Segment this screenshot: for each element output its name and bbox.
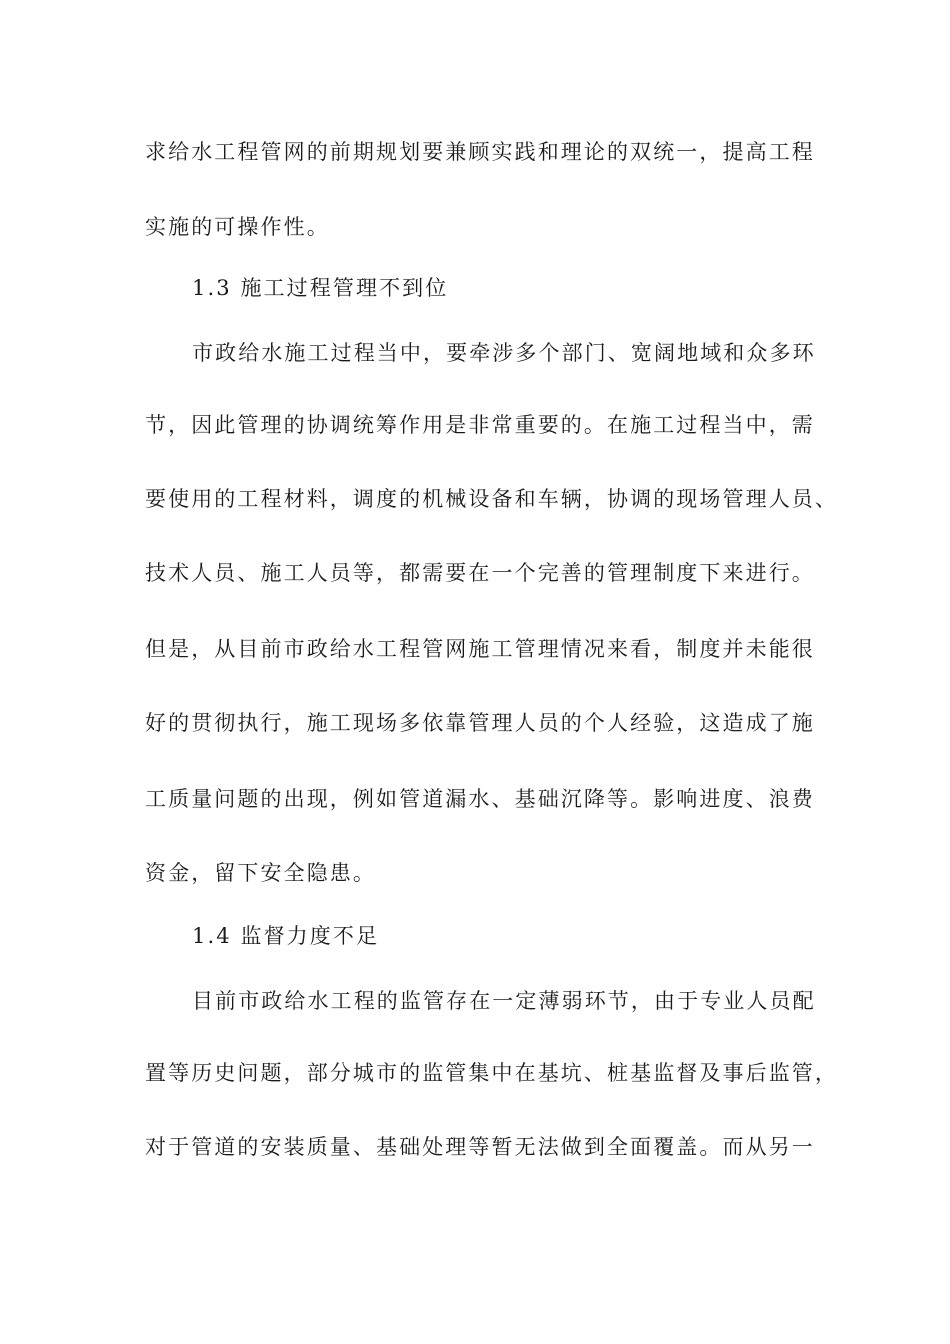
body-line-7: 技术人员、施工人员等，都需要在一个完善的管理制度下来进行。 bbox=[145, 561, 815, 585]
paragraph-start-line: 市政给水施工过程当中，要牵涉多个部门、宽阔地域和众多环 bbox=[192, 341, 816, 365]
body-line-14: 置等历史问题，部分城市的监管集中在基坑、桩基监督及事后监管， bbox=[145, 1061, 838, 1085]
body-line-6: 要使用的工程材料，调度的机械设备和车辆，协调的现场管理人员、 bbox=[145, 487, 838, 511]
body-line-5: 节，因此管理的协调统筹作用是非常重要的。在施工过程当中，需 bbox=[145, 413, 815, 437]
body-line-9: 好的贯彻执行，施工现场多依靠管理人员的个人经验，这造成了施 bbox=[145, 711, 815, 735]
body-line-2: 实施的可操作性。 bbox=[145, 215, 330, 239]
paragraph-start-line-2: 目前市政给水工程的监管存在一定薄弱环节，由于专业人员配 bbox=[192, 989, 816, 1013]
body-line-1: 求给水工程管网的前期规划要兼顾实践和理论的双统一，提高工程 bbox=[145, 140, 815, 164]
section-heading-1-3: 1.3 施工过程管理不到位 bbox=[192, 276, 449, 300]
body-line-11: 资金，留下安全隐患。 bbox=[145, 861, 376, 885]
section-heading-1-4: 1.4 监督力度不足 bbox=[192, 924, 380, 948]
body-line-15: 对于管道的安装质量、基础处理等暂无法做到全面覆盖。而从另一 bbox=[145, 1135, 815, 1159]
body-line-10: 工质量问题的出现，例如管道漏水、基础沉降等。影响进度、浪费 bbox=[145, 787, 815, 811]
body-line-8: 但是，从目前市政给水工程管网施工管理情况来看，制度并未能很 bbox=[145, 637, 815, 661]
